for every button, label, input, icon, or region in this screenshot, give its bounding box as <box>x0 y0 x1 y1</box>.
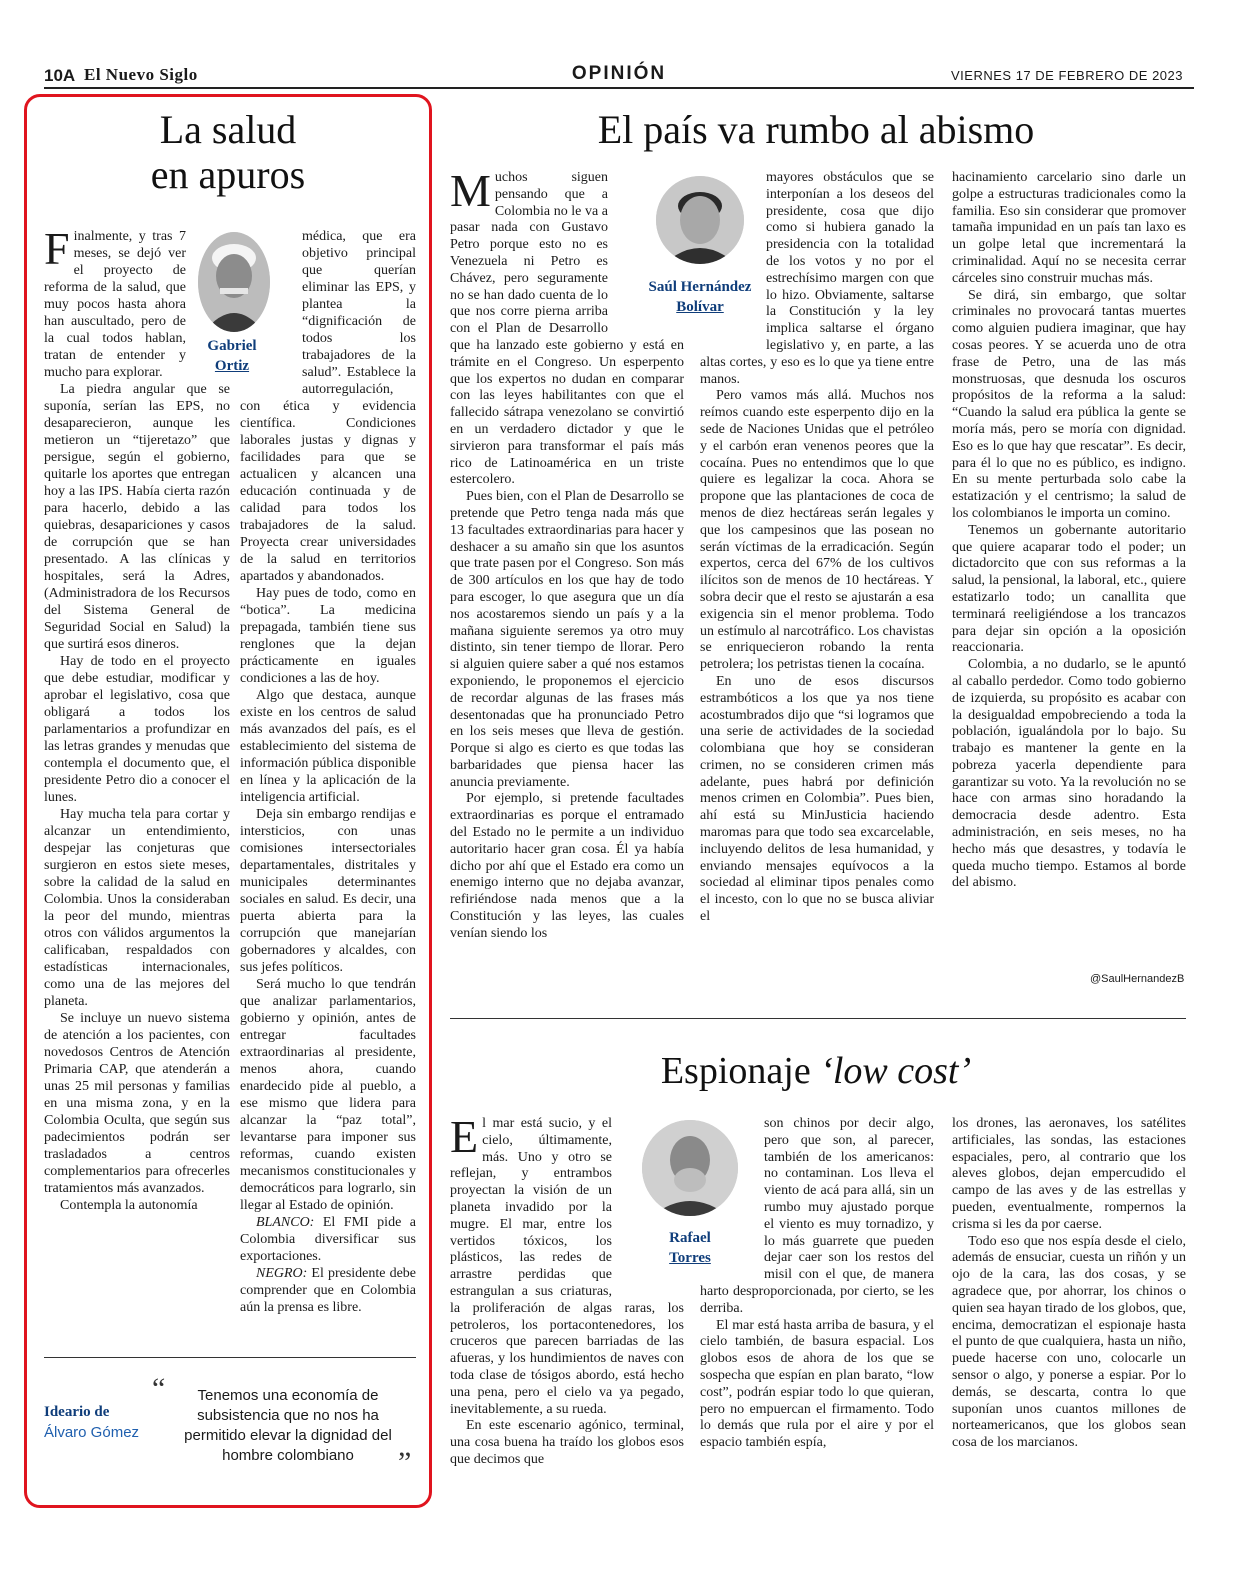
paragraph: Pero vamos más allá. Muchos nos reímos cuando este esperpento dijo en la sede de Naciones Unidas que el petróleo y el carbón eran venenos peores que la cocaína. Pues no entendimos que lo que quiere es legalizar la coca. Ahora se propone que las plantaciones de coca de menos de diez hectáreas serán legales y que los campesinos que las posean no serán víctimas de la erradicación. Según expertos, cerca del 67% de los cultivos ilícitos son de menos de 10 hectáreas. Y sobra decir que el resto se ajustarán a esa exigencia sin el menor problema. Todo un estímulo al narcotráfico. Los chavistas se enriquecieron robando la renta petrolera; los petristas tienen la cocaína. <box>700 388 934 673</box>
ideario-title: Ideario de <box>44 1404 110 1420</box>
article-divider <box>450 1018 1186 1019</box>
header-rule <box>44 87 1194 89</box>
paragraph: Será mucho lo que tendrán que analizar parlamentarios, gobierno y opinión, antes de entregar facultades extraordinarias al presidente, menos ahora, cuando enardecido pide al pueblo, a ese mismo que lidera para alcanzar la “paz total”, levantarse para imponer sus reformas, cuando existen mecanismos constitucionales y democráticos para lograrlo, sin llegar al Estado de opinión. <box>240 977 416 1213</box>
article3-author-first: Rafael <box>669 1230 711 1246</box>
blanco-text: El FMI pide a Colombia diversificar sus exportaciones. <box>240 1215 416 1264</box>
negro-label: NEGRO: <box>256 1266 308 1281</box>
paragraph: Se dirá, sin embargo, que soltar criminales no provocará tantas muertes como alguien pudiera imaginar, que hay cosas peores. Y se acuerda uno de otra frase de Petro, una de las más monstruosas, que desnuda los oscuros propósitos de la reforma a la salud: “Cuando la salud era pública la gente se moría más, pero se moría con dignidad. Eso es lo que hay que rescatar”. Es decir, para él lo que no es público, es indigno. En su mente perturbada solo cabe la estatización y el centrismo; la salud de los colombianos le importa un comino. <box>952 287 1186 521</box>
negro-text: El presidente debe comprender que en Colombia aún la prensa es libre. <box>240 1266 416 1315</box>
article3-col1-intro: l mar está sucio, y el cielo, últimamente, más. Uno y otro se reflejan, y entrambos proyectan la visión de un planeta invadido por la mugre. El mar, entre los vertidos tóxicos, los plásticos, las redes de arrastre perdidas que estrangulan a sus criaturas, la proliferación de algas raras, los petroleros, los portacontenedores, los cruceros que parecen barriadas de las afueras, y los hundimientos de naves con toda clase de tósigos abordo, está hecho una pena, pero el cielo va ya pegado, inevitablemente, a su rueda. <box>450 1116 684 1417</box>
article2-col2-intro: mayores obstáculos que se interponían a los deseos del presidente, cosa que dijo como si hubiera ganado la presidencia con la totalidad de los votos y no por el estrechísimo margen con que lo hizo. Obviamente, saltarse la Constitución y la ley implica saltarse el órgano legislativo y, en parte, a las altas cortes, y eso es lo que ya tiene entre manos. <box>700 170 934 387</box>
paragraph: En este escenario agónico, terminal, una cosa buena ha traído los globos esos que decimos que <box>450 1418 684 1467</box>
article2-col1-intro: uchos siguen pensando que a Colombia no le va a pasar nada con Gustavo Petro porque esto no es Venezuela ni Petro es Chávez, pero seguramente no se han dado cuenta de lo que nos corre pierna arriba con el Plan de Desarrollo que ha lanzado este gobierno y está en trámite en el Congreso. Un esperpento que los expertos no dudan en comparar con las leyes habilitantes con que el fallecido sátrapa venezolano se convirtió en un verdadero dictador y que le sirvieron para transformar el país más rico de Latinoamérica en un triste estercolero. <box>450 170 684 488</box>
article2-column-1 <box>450 170 684 986</box>
section-title: OPINIÓN <box>571 63 667 84</box>
paragraph: Deja sin embargo rendijas e intersticios, con unas comisiones intersectoriales departamentales, distritales y municipales determinantes sociales en salud. Es decir, una puerta abierta para la corrupción que manejarían gobernadores y alcaldes, con sus jefes políticos. <box>240 807 416 975</box>
paragraph: En uno de esos discursos estrambóticos a los que ya nos tiene acostumbrados dijo que “si logramos que una serie de actividades de la sociedad colombiana que hoy se consideran crimen, no se consideren crimen más adelante, pues habrá por definición menos crimen en Colombia”. Pues bien, ahí está su MinJusticia haciendo maromas para que todo sea excarcelable, incluyendo delitos de lesa humanidad, y enviando mensajes equívocos a la sociedad al eliminar tipos penales como el incesto, con lo que no se busca aliviar el <box>700 673 934 925</box>
article2-column-3 <box>952 170 1186 970</box>
author-handle: @SaulHernandezB <box>1090 973 1185 985</box>
ideario-quote: Tenemos una economía de subsistencia que no nos ha permitido elevar la dignidad del hombre colombiano <box>184 1387 392 1464</box>
paragraph: Hay mucha tela para cortar y alcanzar un entendimiento, despejar las conjeturas que surgieron en estos siete meses, sobre la calidad de la salud en Colombia. Unos la consideraban la peor del mundo, mientras otros con válidos argumentos la calificaban, respaldados con estadísticas internacionales, como una de las mejores del planeta. <box>44 807 230 1009</box>
paragraph: Contempla la autonomía <box>60 1198 198 1213</box>
article2-col3-intro: hacinamiento carcelario sino darle un golpe a estructuras tradicionales como la familia. Eso sin considerar que promover tamaña impunidad en un país tan laxo es un golpe letal que incrementará la criminalidad. Aquí no se necesita cerrar cárceles sino construir muchas más. <box>952 170 1186 286</box>
paragraph: La piedra angular que se suponía, serían las EPS, no desaparecieron, aunque les metieron un “tijeretazo” que persigue, según el gobierno, quitarle los aportes que entregan hoy a las IPS. Había cierta razón para hacerlo, debido a las quiebras, desapariciones y casos de corrupción que se han presentado. A las clínicas y hospitales, será la Adres, (Administradora de los Recursos del Sistema General de Seguridad Social en Salud) la que surtirá esos dineros. <box>44 382 230 652</box>
article2-headline: El país va rumbo al abismo <box>597 107 1035 152</box>
article3-dropcap: E <box>450 1116 479 1162</box>
article2-column-2 <box>700 170 934 986</box>
article2-author-first: Saúl Hernández <box>648 279 752 295</box>
article1-author-last: Ortiz <box>214 358 250 374</box>
blanco-note <box>240 1214 416 1265</box>
paragraph: Colombia, a no dudarlo, se le apuntó al caballo perdedor. Como todo gobierno de izquierda, su propósito es acabar con la desigualdad empobreciendo a toda la población, igualándola por lo bajo. Su trabajo es mantener la gente en la pobreza yacerla dependiente para garantizar su voto. Ya la revolución no se hace con armas sino horadando la democracia desde adentro. Esta administración, en seis meses, no ha hecho más que desastres, y todavía le queda mucho tiempo. Estamos al borde del abismo. <box>952 657 1186 891</box>
paragraph: Todo eso que nos espía desde el cielo, además de ensuciar, cuesta un riñón y un ojo de la cara, las dos cosas, y se agradece que, por ahorrar, los chinos o quien sea hayan tirado de los globos, que, encima, democratizan el espionaje hasta el punto de que cualquiera, hasta un niño, puede hacerse con uno, colocarle un sensor o algo, y ponerse a espiar. Por lo demás, se descarta, contra lo que suponían unos cuantos millones de norteamericanos, que los globos sean cosa de los marcianos. <box>952 1233 1186 1451</box>
article3-col3-intro: los drones, las aeronaves, los satélites artificiales, las sondas, las estaciones espaciales, pero, al contrario que los aleves globos, dejan empercudido el campo de las aves y de las estrellas y pueden, eventualmente, rompernos la crisma si les da por caerse. <box>952 1116 1186 1232</box>
article3-column-1 <box>450 1116 684 1478</box>
article3-title-italic: ‘low cost’ <box>820 1050 972 1092</box>
paragraph: Se incluye un nuevo sistema de atención a los pacientes, con novedosos Centros de Atención Primaria CAP, que atenderán a unas 25 mil personas y familias en una misma zona, y en la Colombia Oculta, que según sus padecimientos podrán ser trasladados a centros complementarios para ofrecerles tratamientos más avanzados. <box>44 1011 230 1196</box>
paragraph: Pues bien, con el Plan de Desarrollo se pretende que Petro tenga nada más que 13 facultades extraordinarias para hacer y deshacer a su amaño sin que los asuntos que trate pasen por el Congreso. Son más de 300 artículos en los que hay de todo para escoger, lo que asegura que un día nos acostaremos siendo un país y a la mañana siguiente seremos ya otro muy distinto, sin tener tiempo de llorar. Pero si alguien quiere saber a qué nos estamos exponiendo, le proponemos el ejercicio de recordar algunas de las frases más desentonadas que ha pronunciado Petro en los seis meses que lleva de gestión. Porque si algo es cierto es que todas las barbaridades que piensa hacer las anuncia previamente. <box>450 489 684 790</box>
ideario-name: Álvaro Gómez <box>44 1424 140 1441</box>
article3-headline <box>446 1050 1186 1093</box>
page-number: 10A <box>44 66 76 85</box>
article1-author-first: Gabriel <box>207 338 257 354</box>
article2-dropcap: M <box>450 170 491 216</box>
negro-note <box>240 1265 416 1316</box>
article1-title-line1: La salud <box>159 107 297 152</box>
article2-author-last: Bolívar <box>676 299 724 315</box>
article1-dropcap: F <box>44 228 70 274</box>
article1-column-2 <box>240 228 416 1348</box>
article1-column-1 <box>44 228 230 1348</box>
article1-headline <box>40 108 416 198</box>
article3-author-last: Torres <box>669 1250 711 1266</box>
article1-title-line2: en apuros <box>150 151 306 197</box>
quote-close-icon: ” <box>398 1446 412 1479</box>
blanco-label: BLANCO: <box>256 1215 315 1230</box>
quote-open-icon: “ <box>152 1372 166 1405</box>
issue-date: VIERNES 17 DE FEBRERO DE 2023 <box>951 68 1183 83</box>
paragraph: Hay pues de todo, como en “botica”. La medicina prepagada, también tiene sus renglones que la dejan prácticamente en iguales condiciones a las de hoy. <box>240 586 416 686</box>
article1-col1-intro: inalmente, y tras 7 meses, se dejó ver el proyecto de reforma de la salud, que muy pocos hasta ahora han auscultado, pero de la cual todos hablan, tratan de entender y mucho para explorar. <box>44 229 186 380</box>
paragraph: El mar está hasta arriba de basura, y el cielo también, de basura espacial. Los globos esos de ahora de los que se sospecha que espían en plan barato, “low cost”, podrán espiar todo lo que quieran, pero no empuercan el firmamento. Todo lo demás que rula por el aire y por el espacio también espía, <box>700 1317 934 1451</box>
article3-column-2 <box>700 1116 934 1478</box>
article1-col2-intro: médica, que era objetivo principal que querían eliminar las EPS, y plantea la “dignificación de todos los trabajadores de la salud”. Establece la autorregulación, con ética y evidencia científica. Condiciones laborales justas y dignas y facilidades para que se actualicen y alcancen una educación continuada y de calidad para todos los trabajadores de la salud. Proyecta crear universidades de la salud en territorios apartados y abandonados. <box>240 229 416 584</box>
article3-col2-intro: son chinos por decir algo, pero que son, al parecer, también de los americanos: no contaminan. Los lleva el viento de acá para allá, sin un rumbo muy ajustado porque el viento es muy tornadizo, y lo más guarrete que pueden dejar caer son los restos del misil con el que, de manera harto desproporcionada, por cierto, se les derriba. <box>700 1116 934 1316</box>
newspaper-name: El Nuevo Siglo <box>84 65 198 84</box>
paragraph: Hay de todo en el proyecto que debe estudiar, modificar y aprobar el legislativo, cosa que obligará a todos los parlamentarios a profundizar en las letras grandes y menudas que contempla el documento que, el presidente Petro dio a conocer el lunes. <box>44 654 230 805</box>
paragraph: Algo que destaca, aunque existe en los centros de salud más avanzados del país, es el establecimiento del sistema de información pública disponible en línea y la aplicación de la inteligencia artificial. <box>240 688 416 805</box>
paragraph: Por ejemplo, si pretende facultades extraordinarias es porque el entramado del Estado no le permite a un individuo autoritario hacer gran cosa. Él ya había dicho por ahí que el Estado era como un enemigo interno que no dejaba avanzar, refiriéndose nada menos que a la Constitución y las leyes, las cuales venían siendo los <box>450 791 684 941</box>
article3-title-prefix: Espionaje <box>660 1050 821 1092</box>
ideario-divider <box>44 1357 416 1358</box>
paragraph: Tenemos un gobernante autoritario que quiere acaparar todo el poder; un dictadorcito que con sus reformas a la salud, la pensional, la laboral, etc., quiere estatizarlo todo; un canallita que terminará reeligiéndose a los trancazos para dejar sin opción a la oposición reaccionaria. <box>952 522 1186 656</box>
article3-column-3 <box>952 1116 1186 1478</box>
